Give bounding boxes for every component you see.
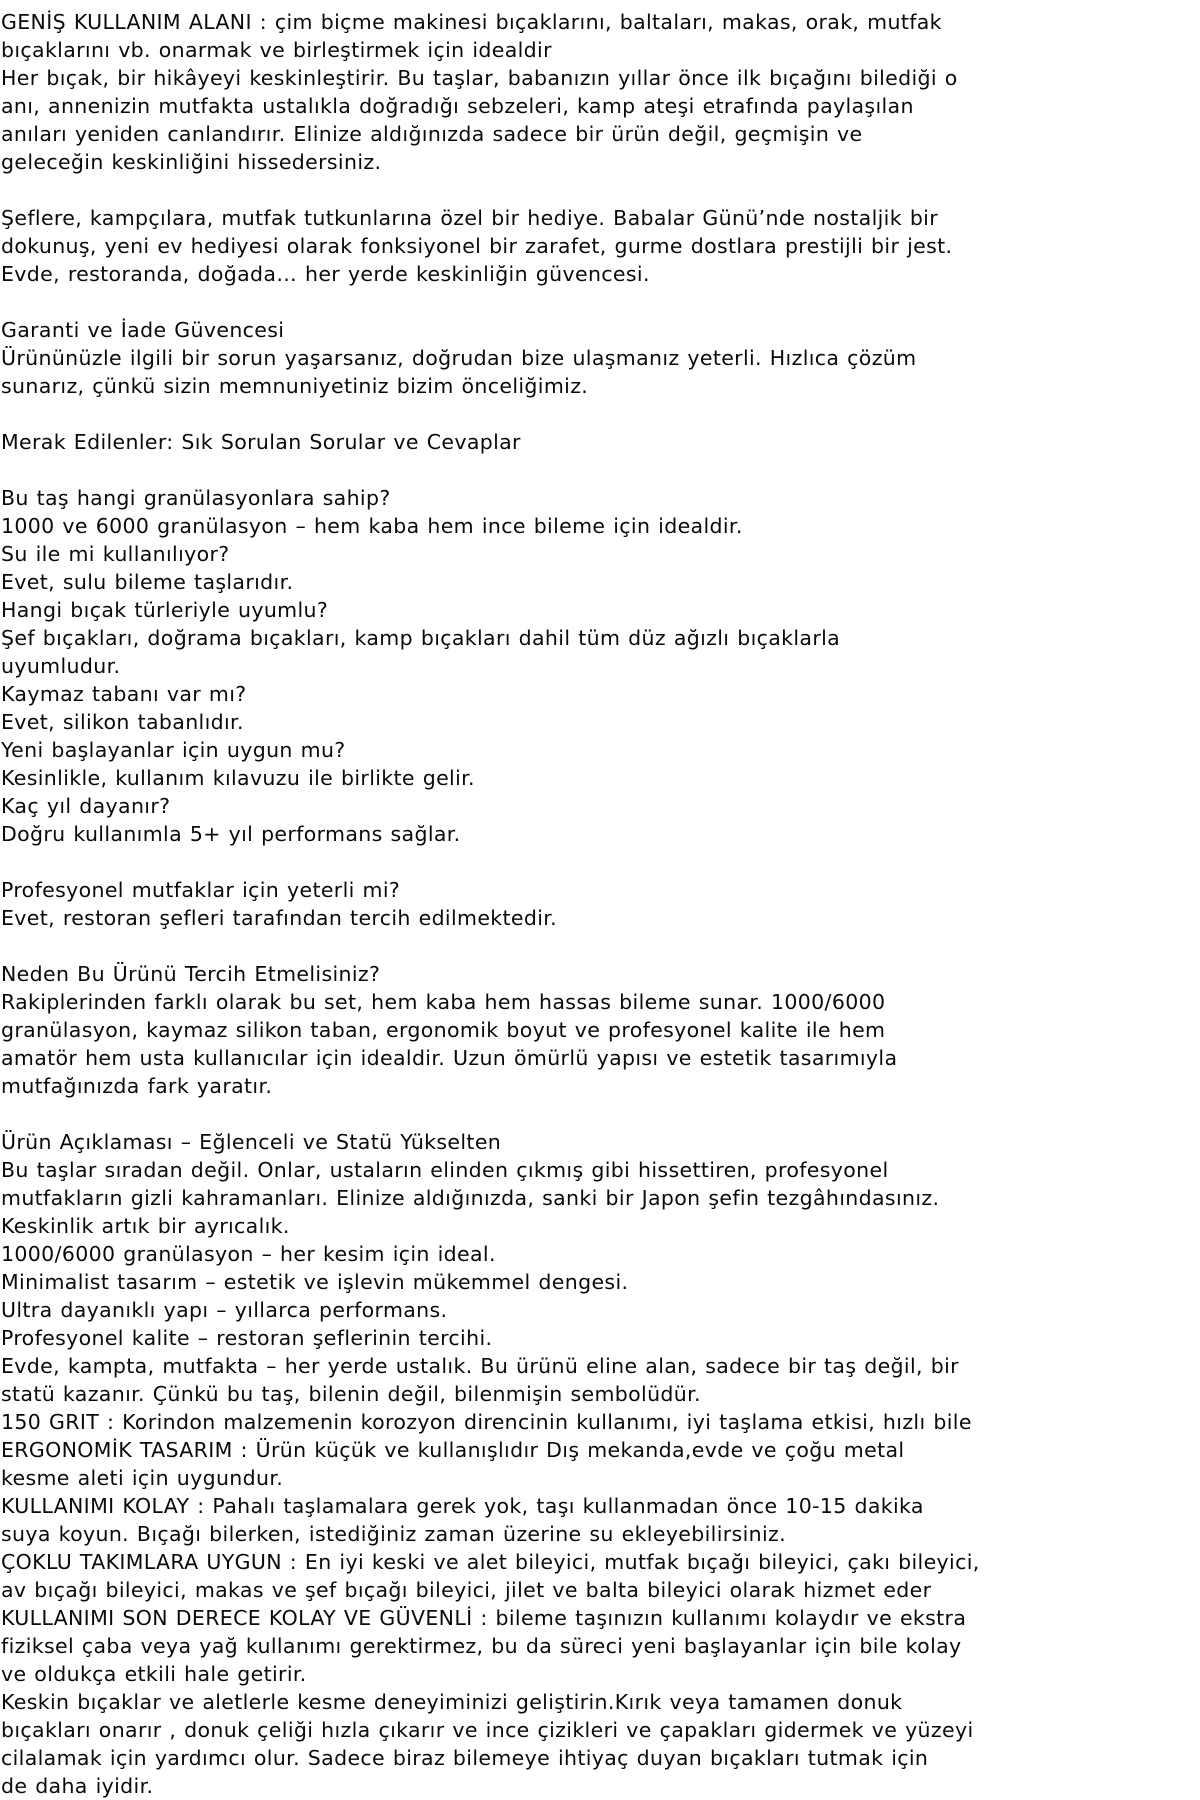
- paragraph-spacer: [1, 288, 1196, 316]
- text-line: anıları yeniden canlandırır. Elinize aldığınızda sadece bir ürün değil, geçmişin ve: [1, 122, 863, 146]
- faq-question: Su ile mi kullanılıyor?: [1, 542, 230, 566]
- faq-question: Kaç yıl dayanır?: [1, 794, 171, 818]
- text-line: Ürününüzle ilgili bir sorun yaşarsanız, doğrudan bize ulaşmanız yeterli. Hızlıca çözüm: [1, 346, 917, 370]
- faq-answer: uyumludur.: [1, 654, 121, 678]
- faq-answer: Şef bıçakları, doğrama bıçakları, kamp bıçakları dahil tüm düz ağızlı bıçaklarla: [1, 626, 841, 650]
- section-heading-why-choose: Neden Bu Ürünü Tercih Etmelisiniz?: [1, 962, 381, 986]
- text-line: bıçakları onarır , donuk çeliği hızla çıkarır ve ince çizikleri ve çapakları gidermek ve yüzeyi: [1, 1718, 974, 1742]
- faq-question: Hangi bıçak türleriyle uyumlu?: [1, 598, 329, 622]
- text-line: sunarız, çünkü sizin memnuniyetiniz bizim önceliğimiz.: [1, 374, 589, 398]
- product-description-document: [1, 8, 1196, 1800]
- spec-line: fiziksel çaba veya yağ kullanımı gerektirmez, bu da süreci yeni başlayanlar için bile kolay: [1, 1634, 962, 1658]
- text-line: Rakiplerinden farklı olarak bu set, hem kaba hem hassas bileme sunar. 1000/6000: [1, 990, 886, 1014]
- text-line: de daha iyidir.: [1, 1774, 154, 1798]
- spec-line: kesme aleti için uygundur.: [1, 1466, 284, 1490]
- spec-line: ÇOKLU TAKIMLARA UYGUN : En iyi keski ve alet bileyici, mutfak bıçağı bileyici, çakı bileyici,: [1, 1550, 980, 1574]
- feature-line: Minimalist tasarım – estetik ve işlevin mükemmel dengesi.: [1, 1270, 629, 1294]
- faq-question: Kaymaz tabanı var mı?: [1, 682, 247, 706]
- paragraph-spacer: [1, 1100, 1196, 1128]
- text-line: bıçaklarını vb. onarmak ve birleştirmek için idealdir: [1, 38, 552, 62]
- faq-answer: Evet, sulu bileme taşlarıdır.: [1, 570, 294, 594]
- spec-line: KULLANIMI KOLAY : Pahalı taşlamalara gerek yok, taşı kullanmadan önce 10-15 dakika: [1, 1494, 924, 1518]
- paragraph-spacer: [1, 400, 1196, 428]
- spec-line: 150 GRIT : Korindon malzemenin korozyon direncinin kullanımı, iyi taşlama etkisi, hızlı bile: [1, 1410, 972, 1434]
- section-heading-product-description: Ürün Açıklaması – Eğlenceli ve Statü Yükselten: [1, 1130, 502, 1154]
- text-line: mutfakların gizli kahramanları. Elinize aldığınızda, sanki bir Japon şefin tezgâhındasınız.: [1, 1186, 940, 1210]
- spec-line: av bıçağı bileyici, makas ve şef bıçağı bileyici, jilet ve balta bileyici olarak hizmet eder: [1, 1578, 932, 1602]
- text-line: Bu taşlar sıradan değil. Onlar, ustaların elinden çıkmış gibi hissettiren, profesyonel: [1, 1158, 889, 1182]
- text-line: Keskin bıçaklar ve aletlerle kesme deneyiminizi geliştirin.Kırık veya tamamen donuk: [1, 1690, 903, 1714]
- spec-line: ERGONOMİK TASARIM : Ürün küçük ve kullanışlıdır Dış mekanda,evde ve çoğu metal: [1, 1438, 905, 1462]
- text-line: Evde, restoranda, doğada… her yerde keskinliğin güvencesi.: [1, 262, 650, 286]
- faq-answer: 1000 ve 6000 granülasyon – hem kaba hem ince bileme için idealdir.: [1, 514, 743, 538]
- text-line: Her bıçak, bir hikâyeyi keskinleştirir. Bu taşlar, babanızın yıllar önce ilk bıçağını bilediği o: [1, 66, 958, 90]
- faq-answer: Doğru kullanımla 5+ yıl performans sağlar.: [1, 822, 461, 846]
- paragraph-spacer: [1, 848, 1196, 876]
- faq-answer: Evet, restoran şefleri tarafından tercih edilmektedir.: [1, 906, 558, 930]
- text-line: Şeflere, kampçılara, mutfak tutkunlarına özel bir hediye. Babalar Günü’nde nostaljik bir: [1, 206, 939, 230]
- faq-question: Profesyonel mutfaklar için yeterli mi?: [1, 878, 401, 902]
- section-heading-guarantee: Garanti ve İade Güvencesi: [1, 318, 285, 342]
- paragraph-spacer: [1, 176, 1196, 204]
- spec-line: ve oldukça etkili hale getirir.: [1, 1662, 307, 1686]
- text-line: Keskinlik artık bir ayrıcalık.: [1, 1214, 290, 1238]
- feature-line: Profesyonel kalite – restoran şeflerinin tercihi.: [1, 1326, 493, 1350]
- faq-question: Yeni başlayanlar için uygun mu?: [1, 738, 346, 762]
- faq-answer: Kesinlikle, kullanım kılavuzu ile birlikte gelir.: [1, 766, 475, 790]
- text-line: statü kazanır. Çünkü bu taş, bilenin değil, bilenmişin sembolüdür.: [1, 1382, 701, 1406]
- text-line: GENİŞ KULLANIM ALANI : çim biçme makinesi bıçaklarını, baltaları, makas, orak, mutfak: [1, 10, 942, 34]
- text-line: geleceğin keskinliğini hissedersiniz.: [1, 150, 382, 174]
- text-line: granülasyon, kaymaz silikon taban, ergonomik boyut ve profesyonel kalite ile hem: [1, 1018, 886, 1042]
- text-line: Evde, kampta, mutfakta – her yerde ustalık. Bu ürünü eline alan, sadece bir taş değil, bir: [1, 1354, 959, 1378]
- text-line: cilalamak için yardımcı olur. Sadece biraz bilemeye ihtiyaç duyan bıçakları tutmak için: [1, 1746, 929, 1770]
- text-line: mutfağınızda fark yaratır.: [1, 1074, 273, 1098]
- text-line: dokunuş, yeni ev hediyesi olarak fonksiyonel bir zarafet, gurme dostlara prestijli bir jest.: [1, 234, 953, 258]
- paragraph-spacer: [1, 932, 1196, 960]
- section-heading-faq: Merak Edilenler: Sık Sorulan Sorular ve Cevaplar: [1, 430, 521, 454]
- feature-line: Ultra dayanıklı yapı – yıllarca performans.: [1, 1298, 448, 1322]
- faq-question: Bu taş hangi granülasyonlara sahip?: [1, 486, 391, 510]
- spec-line: suya koyun. Bıçağı bilerken, istediğiniz zaman üzerine su ekleyebilirsiniz.: [1, 1522, 786, 1546]
- faq-answer: Evet, silikon tabanlıdır.: [1, 710, 244, 734]
- text-line: amatör hem usta kullanıcılar için idealdir. Uzun ömürlü yapısı ve estetik tasarımıyla: [1, 1046, 898, 1070]
- paragraph-spacer: [1, 456, 1196, 484]
- feature-line: 1000/6000 granülasyon – her kesim için ideal.: [1, 1242, 496, 1266]
- text-line: anı, annenizin mutfakta ustalıkla doğradığı sebzeleri, kamp ateşi etrafında paylaşılan: [1, 94, 914, 118]
- spec-line: KULLANIMI SON DERECE KOLAY VE GÜVENLİ : bileme taşınızın kullanımı kolaydır ve ekstra: [1, 1606, 967, 1630]
